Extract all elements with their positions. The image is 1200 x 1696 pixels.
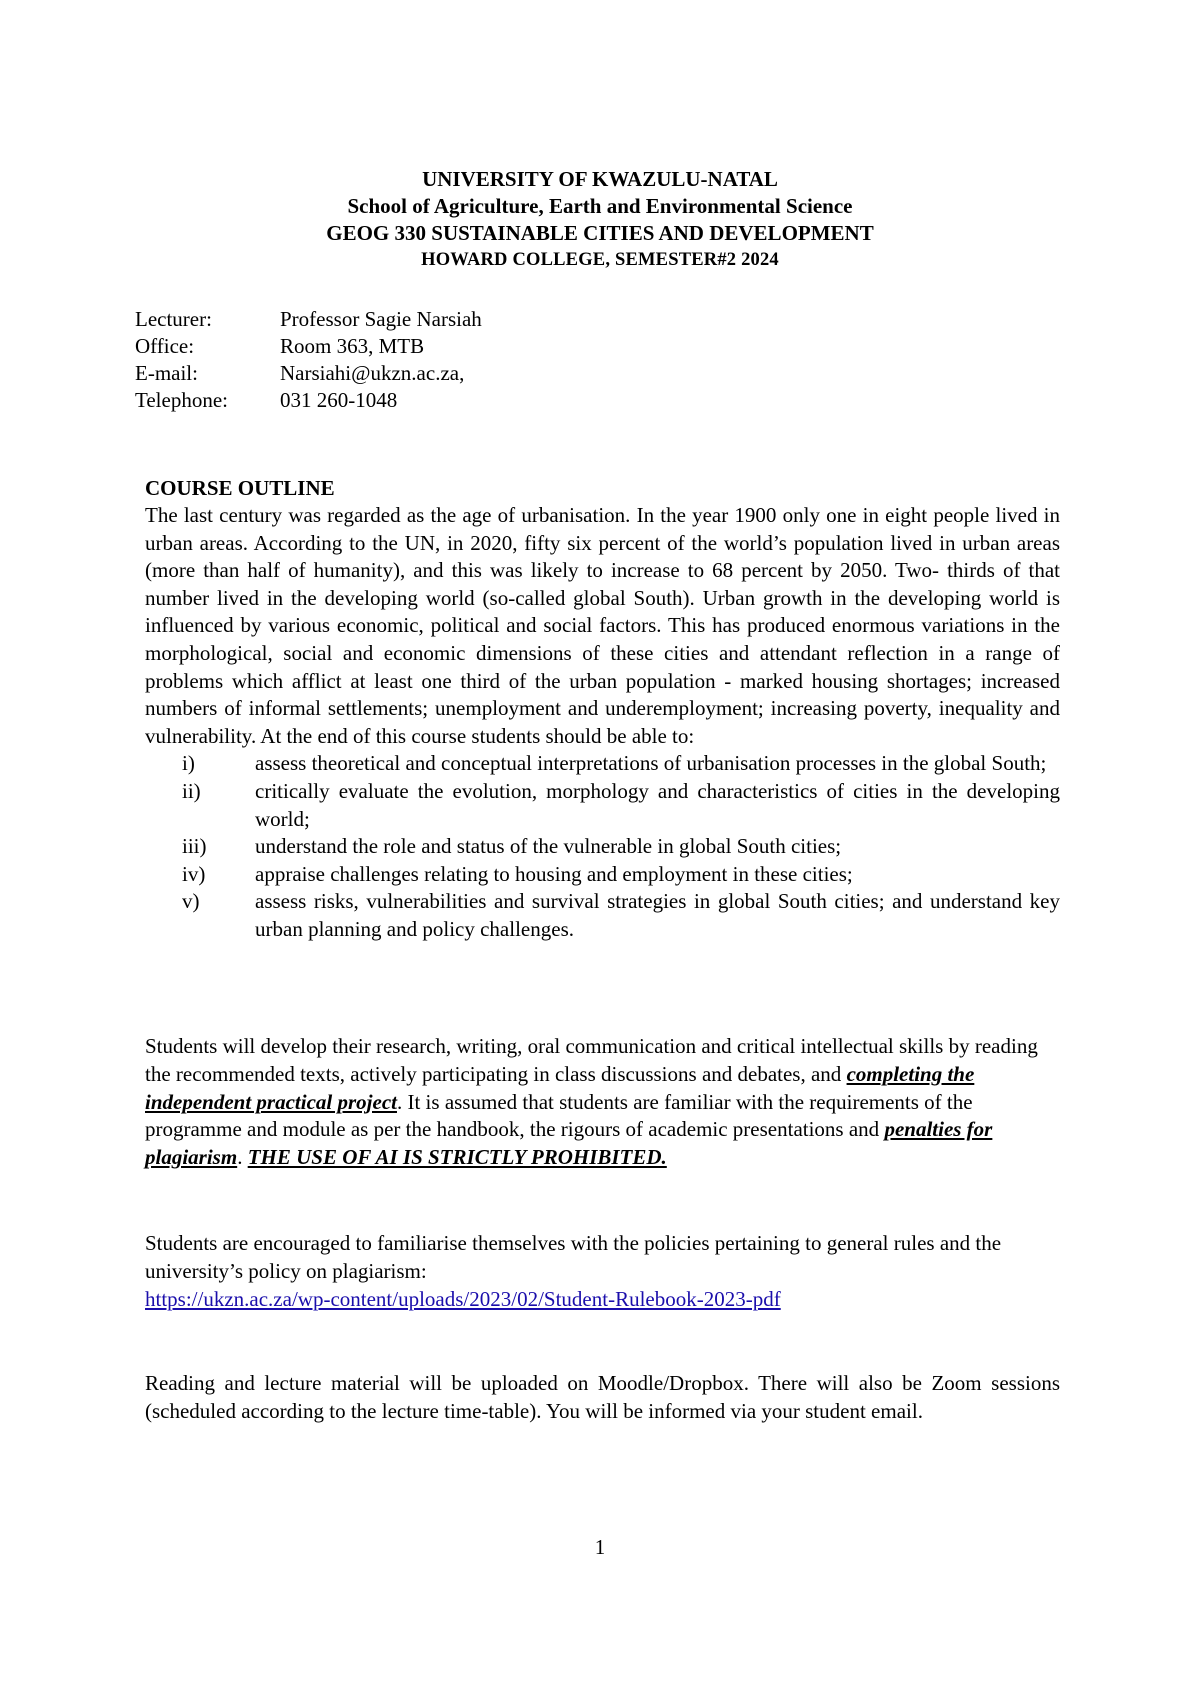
contact-details bbox=[135, 306, 482, 414]
objective-text: critically evaluate the evolution, morphology and characteristics of cities in the developing world; bbox=[255, 778, 1060, 831]
course-outline-section bbox=[145, 474, 1060, 944]
contact-label: Office: bbox=[135, 334, 195, 358]
contact-row-office bbox=[135, 333, 482, 360]
document-header bbox=[0, 166, 1200, 274]
skills-paragraph bbox=[145, 1033, 1060, 1172]
contact-label: Telephone: bbox=[135, 388, 228, 412]
university-title: UNIVERSITY OF KWAZULU-NATAL bbox=[422, 167, 778, 191]
materials-paragraph: Reading and lecture material will be uploaded on Moodle/Dropbox. There will also be Zoom sessions (scheduled according to the lecture time-table). You will be informed via your student email. bbox=[145, 1371, 1060, 1423]
contact-row-telephone bbox=[135, 387, 482, 414]
list-item bbox=[145, 861, 1060, 889]
policy-paragraph bbox=[145, 1230, 1060, 1313]
list-item bbox=[145, 778, 1060, 833]
objective-number: v) bbox=[182, 889, 200, 914]
objective-number: i) bbox=[182, 751, 195, 776]
skills-text: Students will develop their research, writing, oral communication and critical intellectual skills by reading the recommended texts, actively participating in class discussions and debates, and bbox=[145, 1034, 1038, 1086]
objective-text: assess theoretical and conceptual interpretations of urbanisation processes in the global South; bbox=[255, 751, 1047, 776]
contact-value: 031 260-1048 bbox=[280, 388, 398, 412]
project-emphasis: completing the independent practical project bbox=[145, 1061, 975, 1114]
contact-label: Lecturer: bbox=[135, 307, 212, 331]
course-title: GEOG 330 SUSTAINABLE CITIES AND DEVELOPMENT bbox=[326, 221, 874, 245]
contact-value: Room 363, MTB bbox=[280, 334, 425, 358]
course-outline-intro: The last century was regarded as the age of urbanisation. In the year 1900 only one in eight people lived in urban areas. According to the UN, in 2020, fifty six percent of the world’s population lived in urban areas (more than half of humanity), and this was likely to increase to 68 percent by 2050. Two- thirds of that number lived in the developing world (so-called global South). Urban growth in the developing world is influenced by various economic, political and social factors. This has produced enormous variations in the morphological, social and economic dimensions of these cities and attendant reflection in a range of problems which afflict at least one third of the urban population - marked housing shortages; increased numbers of informal settlements; unemployment and underemployment; increasing poverty, inequality and vulnerability. At the end of this course students should be able to: bbox=[145, 503, 1060, 748]
objective-number: iii) bbox=[182, 834, 207, 859]
objective-text: assess risks, vulnerabilities and survival strategies in global South cities; and understand key urban planning and policy challenges. bbox=[255, 889, 1060, 941]
contact-label: E-mail: bbox=[135, 361, 198, 385]
contact-row-lecturer bbox=[135, 306, 482, 333]
objectives-list bbox=[145, 750, 1060, 943]
objective-text: appraise challenges relating to housing and employment in these cities; bbox=[255, 861, 853, 886]
policy-text: Students are encouraged to familiarise themselves with the policies pertaining to general rules and the university’s policy on plagiarism: bbox=[145, 1231, 1002, 1283]
list-item bbox=[145, 833, 1060, 861]
course-outline-heading: COURSE OUTLINE bbox=[145, 476, 335, 500]
objective-number: iv) bbox=[182, 861, 206, 886]
skills-text: . It is assumed that students are familiar with the requirements of the programme and module as per the handbook, the rigours of academic presentations and bbox=[145, 1089, 973, 1142]
contact-row-email bbox=[135, 360, 482, 387]
skills-text: . bbox=[237, 1145, 248, 1170]
plagiarism-emphasis: penalties for plagiarism bbox=[145, 1117, 993, 1170]
objective-text: understand the role and status of the vulnerable in global South cities; bbox=[255, 834, 842, 859]
list-item bbox=[145, 888, 1060, 943]
campus-semester: HOWARD COLLEGE, SEMESTER#2 2024 bbox=[421, 250, 779, 270]
list-item bbox=[145, 750, 1060, 778]
contact-value: Professor Sagie Narsiah bbox=[280, 307, 482, 331]
objective-number: ii) bbox=[182, 778, 201, 803]
rulebook-link[interactable]: https://ukzn.ac.za/wp-content/uploads/2023/02/Student-Rulebook-2023-pdf bbox=[145, 1286, 781, 1311]
school-title: School of Agriculture, Earth and Environmental Science bbox=[347, 194, 853, 218]
ai-prohibition-notice: THE USE OF AI IS STRICTLY PROHIBITED. bbox=[247, 1145, 667, 1170]
page-number: 1 bbox=[594, 1535, 606, 1559]
contact-value: Narsiahi@ukzn.ac.za, bbox=[280, 361, 465, 385]
